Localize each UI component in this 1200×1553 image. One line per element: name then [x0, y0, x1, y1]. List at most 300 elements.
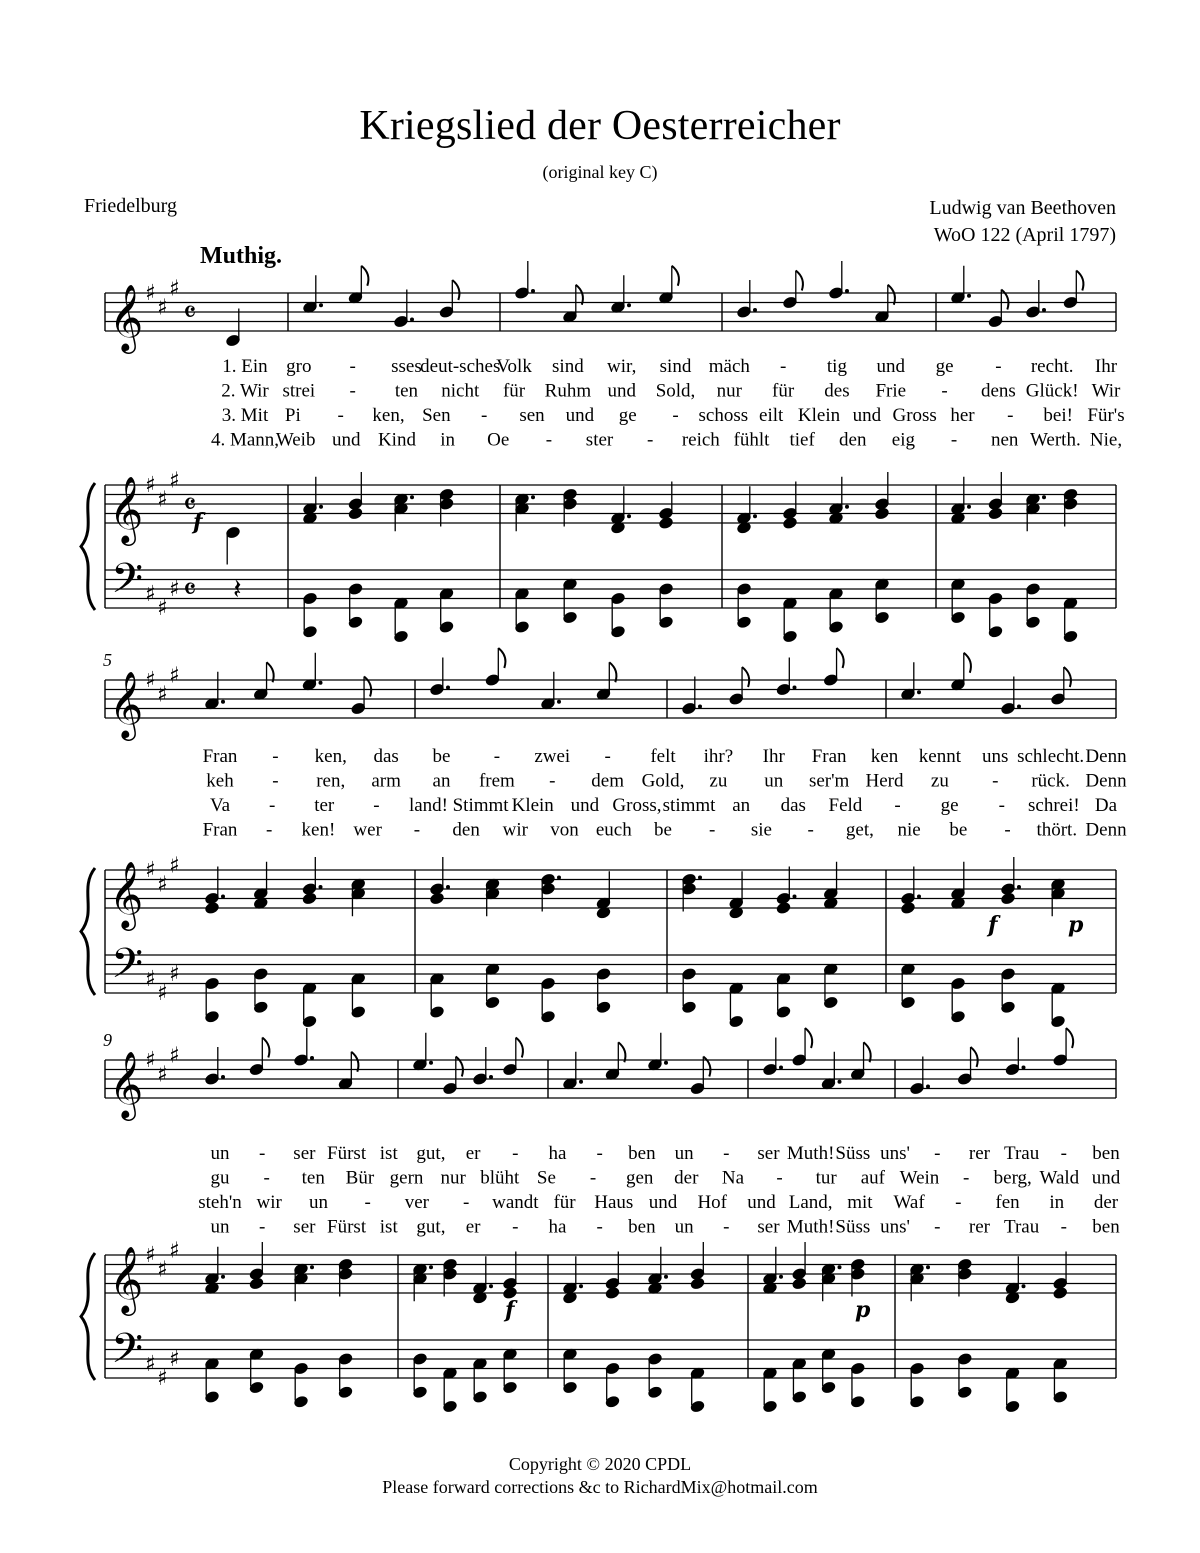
lyric-syllable: land!: [408, 795, 448, 816]
lyric-syllable: Frie: [875, 380, 907, 402]
lyric-syllable: -: [1060, 1143, 1067, 1164]
lyric-syllable: und: [852, 405, 882, 426]
augmentation-dot: [310, 1056, 314, 1060]
lyric-syllable: -: [723, 1216, 730, 1238]
lyric-syllable: Haus: [594, 1192, 634, 1213]
lyric-syllable: strei: [282, 380, 316, 402]
treble-clef: 𝄞: [109, 670, 144, 738]
lyric-syllable: uns': [880, 1216, 910, 1238]
lyric-syllable: -: [1004, 819, 1011, 841]
lyric-syllable: in: [1049, 1192, 1065, 1213]
lyric-syllable: -: [647, 429, 654, 451]
lyric-syllable: sses: [391, 356, 422, 377]
lyric-syllable: berg,: [993, 1167, 1032, 1189]
augmentation-dot: [319, 681, 323, 685]
lyric-syllable: ist: [379, 1216, 398, 1238]
note-flag: [498, 648, 505, 668]
augmentation-dot: [917, 895, 921, 899]
lyric-syllable: zwei: [534, 746, 571, 767]
copyright-line: Copyright © 2020 CPDL: [508, 1454, 692, 1474]
lyric-syllable: fühlt: [733, 429, 770, 451]
lyric-syllable: ge: [618, 405, 637, 426]
lyric-syllable: Klein: [797, 405, 841, 426]
lyric-syllable: -: [941, 380, 948, 402]
lyric-syllable: ben: [628, 1143, 656, 1164]
lyric-syllable: ist: [379, 1143, 398, 1164]
lyric-syllable: ten: [394, 380, 419, 402]
lyric-syllable: un: [674, 1143, 694, 1164]
quarter-rest: 𝄽: [233, 572, 242, 606]
notehead: [782, 516, 797, 529]
notehead: [988, 507, 1003, 520]
lyric-syllable: felt: [650, 746, 676, 767]
lyric-syllable: -: [364, 1192, 371, 1213]
augmentation-dot: [845, 289, 849, 293]
lyric-syllable: -: [672, 405, 679, 426]
lyric-syllable: -: [481, 405, 488, 426]
lyric-syllable: Oe: [487, 429, 510, 451]
augmentation-dot: [221, 895, 225, 899]
lyric-syllable: un: [308, 1192, 328, 1213]
note-flag: [1076, 271, 1083, 291]
lyric-syllable: Herd: [865, 770, 904, 792]
notehead: [249, 1277, 264, 1290]
lyric-syllable: -: [349, 356, 356, 377]
augmentation-dot: [1017, 705, 1021, 709]
lyric-syllable: Fran: [811, 746, 847, 767]
lyric-syllable: Va: [209, 795, 231, 816]
sharp-sign: ♯: [145, 1243, 156, 1268]
notehead: [776, 901, 791, 914]
page-title: Kriegslied der Oesterreicher: [359, 103, 841, 149]
lyric-syllable: für: [553, 1192, 576, 1213]
lyric-syllable: und: [565, 405, 595, 426]
lyric-syllable: fen: [995, 1192, 1020, 1213]
sharp-sign: ♯: [169, 468, 180, 494]
lyric-syllable: Ihr: [1094, 356, 1118, 377]
page-footer: [0, 1453, 1200, 1499]
augmentation-dot: [753, 308, 757, 312]
augmentation-dot: [310, 1265, 314, 1269]
lyric-syllable: wer: [353, 819, 382, 841]
lyric-syllable: -: [545, 429, 553, 451]
sharp-sign: ♯: [169, 962, 180, 987]
lyric-syllable: 4. Mann,: [210, 429, 280, 451]
lyric-syllable: Süss: [835, 1216, 871, 1238]
lyric-syllable: an: [432, 770, 451, 792]
sharp-sign: ♯: [145, 473, 156, 498]
measure-number-9: 9: [103, 1030, 112, 1050]
lyric-syllable: Trau: [1004, 1216, 1040, 1238]
lyric-syllable: ser: [293, 1143, 316, 1164]
notehead: [204, 901, 219, 914]
augmentation-dot: [531, 495, 535, 499]
lyric-syllable: Pi: [284, 405, 301, 426]
lyric-syllable: stimmt: [662, 795, 716, 816]
lyric-syllable: euch: [595, 819, 632, 841]
lyric-syllable: 2. Wir: [221, 380, 269, 402]
treble-clef: 𝄞: [109, 1245, 144, 1313]
note-flag: [864, 1042, 871, 1062]
lyric-syllable: -: [998, 795, 1005, 816]
note-flag: [576, 285, 583, 305]
common-time: 𝄴: [183, 295, 197, 331]
lyric-syllable: ren,: [316, 770, 346, 792]
lyric-syllable: be: [432, 746, 451, 767]
lyric-syllable: nicht: [441, 380, 480, 402]
lyric-syllable: von: [550, 819, 579, 841]
bass-clef: 𝄢: [111, 939, 144, 998]
lyric-syllable: -: [1060, 1216, 1067, 1238]
lyric-syllable: eilt: [759, 405, 784, 426]
measure-number-5: 5: [103, 650, 112, 670]
piano-bass-staff: [105, 570, 1116, 608]
augmentation-dot: [429, 1061, 433, 1065]
note-flag: [609, 662, 616, 682]
lyric-syllable: wir,: [607, 356, 637, 377]
lyric-syllable: Sold,: [655, 380, 696, 402]
treble-clef: 𝄞: [109, 475, 144, 543]
lyric-syllable: ken,: [372, 405, 405, 426]
lyric-syllable: zu: [930, 770, 949, 792]
augmentation-dot: [410, 318, 414, 322]
lyric-syllable: tig: [826, 356, 847, 377]
augmentation-dot: [221, 700, 225, 704]
common-time: 𝄴: [183, 572, 197, 608]
augmentation-dot: [967, 505, 971, 509]
lyric-syllable: -: [349, 380, 356, 402]
augmentation-dot: [838, 1080, 842, 1084]
augmentation-dot: [926, 1265, 930, 1269]
dynamic-marking: f: [193, 509, 203, 535]
lyric-syllable: gen: [625, 1167, 654, 1189]
lyric-syllable: ge: [940, 795, 959, 816]
lyric-syllable: sie: [750, 819, 772, 841]
lyric-syllable: Kind: [377, 429, 416, 451]
note-flag: [1064, 667, 1071, 687]
lyric-syllable: sind: [659, 356, 692, 377]
lyric-syllable: Klein: [511, 795, 554, 816]
augmentation-dot: [319, 303, 323, 307]
note-flag: [742, 667, 749, 687]
piano-brace: [81, 1253, 95, 1380]
note-flag: [1066, 1028, 1073, 1048]
treble-clef: 𝄞: [109, 283, 144, 351]
lyric-syllable: Wir: [1091, 380, 1121, 402]
sharp-sign: ♯: [145, 858, 156, 883]
lyric-syllable: -: [807, 819, 814, 841]
piano-brace: [81, 868, 95, 995]
lyric-syllable: ben: [1092, 1216, 1120, 1238]
lyric-syllable: Volk: [496, 356, 532, 377]
lyric-syllable: Werth.: [1030, 429, 1081, 451]
augmentation-dot: [627, 303, 631, 307]
lyric-syllable: nie: [897, 819, 921, 841]
lyric-syllable: -: [776, 1167, 783, 1189]
augmentation-dot: [489, 1284, 493, 1288]
lyric-syllable: -: [268, 795, 276, 816]
lyric-syllable: und: [332, 429, 361, 451]
augmentation-dot: [1042, 495, 1046, 499]
note-flag: [971, 1047, 978, 1067]
lyric-syllable: ser: [757, 1216, 780, 1238]
notehead: [302, 892, 317, 905]
lyric-syllable: -: [596, 1143, 603, 1164]
dynamic-marking: f: [505, 1296, 515, 1323]
note-flag: [452, 280, 459, 300]
sharp-sign: ♯: [169, 1043, 180, 1069]
lyric-syllable: Ruhm: [544, 380, 592, 402]
note-flag: [618, 1042, 625, 1062]
lyric-syllable: -: [266, 819, 273, 841]
treble-clef: 𝄞: [109, 860, 144, 928]
lyric-syllable: ser: [293, 1216, 316, 1238]
augmentation-dot: [845, 505, 849, 509]
lyric-syllable: ken!: [301, 819, 336, 841]
lyric-syllable: ken: [870, 746, 899, 767]
sharp-sign: ♯: [157, 1257, 168, 1283]
augmentation-dot: [1022, 1066, 1026, 1070]
lyric-syllable: Für's: [1087, 405, 1125, 426]
lyric-syllable: Muth!: [786, 1143, 835, 1164]
lyric-syllable: Se: [536, 1167, 556, 1189]
sharp-sign: ♯: [169, 276, 180, 302]
lyric-syllable: für: [502, 380, 526, 402]
augmentation-dot: [446, 686, 450, 690]
lyric-syllable: der: [1093, 1192, 1119, 1213]
augmentation-dot: [557, 700, 561, 704]
augmentation-dot: [1017, 885, 1021, 889]
lyric-syllable: reich: [681, 429, 720, 451]
corrections-line: Please forward corrections &c to RichardMix@hotmail.com: [382, 1477, 818, 1497]
lyric-syllable: Fürst: [327, 1143, 367, 1164]
lyric-syllable: Bür: [345, 1167, 375, 1189]
lyric-syllable: und: [1091, 1167, 1121, 1189]
augmentation-dot: [779, 1066, 783, 1070]
note-flag: [888, 285, 895, 305]
augmentation-dot: [698, 705, 702, 709]
lyric-syllable: er: [465, 1143, 481, 1164]
lyric-syllable: 1. Ein: [222, 356, 268, 377]
lyric-syllable: dem: [591, 770, 624, 792]
note-flag: [361, 266, 368, 286]
note-flag: [351, 1052, 358, 1072]
lyric-syllable: ser'm: [808, 770, 850, 792]
augmentation-dot: [664, 1275, 668, 1279]
sharp-sign: ♯: [157, 682, 168, 708]
lyric-syllable: -: [934, 1216, 941, 1238]
lyric-syllable: in: [440, 429, 455, 451]
lyric-syllable: sen: [519, 405, 545, 426]
sharp-sign: ♯: [157, 1366, 168, 1391]
lyric-syllable: Trau: [1004, 1143, 1040, 1164]
lyric-syllable: blüht: [480, 1167, 520, 1189]
lyric-syllable: steh'n: [198, 1192, 242, 1213]
augmentation-dot: [557, 876, 561, 880]
sharp-sign: ♯: [145, 281, 156, 306]
lyric-syllable: -: [413, 819, 421, 841]
lyric-syllable: uns': [880, 1143, 910, 1164]
augmentation-dot: [579, 1080, 583, 1084]
lyric-syllable: ver: [404, 1192, 430, 1213]
lyric-syllable: Denn: [1085, 819, 1127, 841]
note-flag: [267, 662, 274, 682]
sharp-sign: ♯: [169, 663, 180, 689]
notehead: [900, 901, 915, 914]
lyric-syllable: -: [604, 746, 611, 767]
lyric-syllable: uns: [982, 746, 1009, 767]
lyric-syllable: den: [839, 429, 867, 451]
lyric-syllable: Gross,: [612, 795, 662, 816]
dynamic-marking: p: [855, 1296, 871, 1323]
lyric-syllable: -: [934, 1143, 941, 1164]
lyric-syllable: Hof: [697, 1192, 728, 1213]
lyric-syllable: -: [709, 819, 716, 841]
common-time: 𝄴: [183, 487, 197, 523]
lyric-syllable: -: [272, 770, 279, 792]
bass-clef: 𝄢: [111, 554, 144, 613]
lyric-syllable: ben: [1092, 1143, 1120, 1164]
lyric-syllable: un: [764, 770, 784, 792]
augmentation-dot: [793, 895, 797, 899]
lyric-syllable: ge: [935, 356, 954, 377]
lyric-syllable: Muth!: [786, 1216, 835, 1238]
note-flag: [262, 1038, 269, 1058]
lyric-syllable: mäch: [708, 356, 750, 377]
augmentation-dot: [446, 885, 450, 889]
dynamic-marking: f: [988, 911, 998, 938]
lyric-syllable: -: [462, 1192, 470, 1213]
augmentation-dot: [531, 289, 535, 293]
lyric-syllable: kennt: [918, 746, 961, 767]
lyric-syllable: tur: [815, 1167, 837, 1189]
augmentation-dot: [410, 495, 414, 499]
lyric-syllable: den: [452, 819, 480, 841]
lyric-syllable: -: [259, 1143, 266, 1164]
lyric-syllable: gro: [286, 356, 312, 377]
lyric-syllable: rück.: [1031, 770, 1070, 792]
lyric-syllable: recht.: [1030, 356, 1074, 377]
lyric-syllable: tief: [789, 429, 815, 451]
lyric-syllable: und: [876, 356, 905, 377]
page-subtitle: (original key C): [542, 162, 658, 182]
lyric-syllable: arm: [371, 770, 401, 792]
lyric-syllable: Waf: [893, 1192, 925, 1213]
sharp-sign: ♯: [145, 1048, 156, 1073]
lyric-syllable: -: [723, 1143, 730, 1164]
lyric-syllable: ha: [548, 1216, 567, 1238]
lyric-syllable: ten: [301, 1167, 325, 1189]
composer-name: Ludwig van Beethoven: [929, 197, 1116, 219]
lyric-syllable: ser: [757, 1143, 780, 1164]
sharp-sign: ♯: [145, 668, 156, 693]
lyric-syllable: er: [465, 1216, 481, 1238]
lyric-syllable: Da: [1094, 795, 1118, 816]
lyric-syllable: auf: [860, 1167, 885, 1189]
notehead: [1053, 1286, 1068, 1299]
lyric-syllable: nur: [440, 1167, 466, 1189]
lyric-syllable: be: [654, 819, 672, 841]
lyric-syllable: Weib: [275, 429, 316, 451]
notehead: [605, 1286, 620, 1299]
lyric-syllable: Land,: [788, 1192, 833, 1213]
lyric-syllable: gut,: [416, 1143, 446, 1164]
lyric-syllable: gut,: [416, 1216, 446, 1238]
lyric-syllable: Denn: [1085, 770, 1127, 792]
lyric-syllable: zu: [709, 770, 728, 792]
lyric-syllable: der: [674, 1167, 699, 1189]
lyric-syllable: -: [950, 429, 958, 451]
notehead: [658, 516, 673, 529]
augmentation-dot: [753, 514, 757, 518]
sharp-sign: ♯: [157, 487, 168, 513]
lyric-syllable: -: [995, 356, 1002, 377]
augmentation-dot: [838, 1265, 842, 1269]
sharp-sign: ♯: [169, 577, 180, 602]
lyric-syllable: ihr?: [703, 746, 734, 767]
augmentation-dot: [429, 1265, 433, 1269]
lyric-syllable: Ihr: [762, 746, 785, 767]
augmentation-dot: [1022, 1284, 1026, 1288]
lyric-syllable: Sen: [422, 405, 451, 426]
lyric-syllable: keh: [206, 770, 234, 792]
lyric-syllable: -: [1007, 405, 1014, 426]
lyric-syllable: Nie,: [1089, 429, 1123, 451]
bass-clef: 𝄢: [111, 1324, 144, 1383]
lyric-syllable: Fran: [202, 819, 238, 841]
lyric-syllable: Denn: [1085, 746, 1127, 767]
lyric-syllable: -: [337, 405, 344, 426]
lyric-syllable: -: [549, 770, 556, 792]
augmentation-dot: [967, 294, 971, 298]
catalog-number: WoO 122 (April 1797): [933, 224, 1116, 246]
lyric-syllable: gu: [210, 1167, 230, 1189]
treble-clef: 𝄞: [109, 1050, 144, 1118]
note-flag: [837, 648, 844, 668]
lyric-syllable: Na: [721, 1167, 745, 1189]
lyric-syllable: Glück!: [1025, 380, 1079, 402]
lyric-syllable: -: [272, 746, 279, 767]
lyric-syllable: des: [824, 380, 850, 402]
lyric-syllable: un: [210, 1216, 230, 1238]
augmentation-dot: [319, 885, 323, 889]
lyric-syllable: schrei!: [1028, 795, 1080, 816]
lyric-syllable: und: [607, 380, 636, 402]
augmentation-dot: [779, 1275, 783, 1279]
lyric-syllable: schoss: [698, 405, 749, 426]
notehead: [348, 507, 363, 520]
lyric-syllable: un: [210, 1143, 230, 1164]
lyric-syllable: -: [596, 1216, 603, 1238]
piano-brace: [81, 483, 95, 610]
augmentation-dot: [627, 514, 631, 518]
note-flag: [516, 1038, 523, 1058]
lyric-syllable: deut-sches: [420, 356, 501, 377]
note-flag: [672, 266, 679, 286]
lyric-syllable: ben: [628, 1216, 656, 1238]
lyric-syllable: ster: [585, 429, 614, 451]
note-flag: [805, 1028, 812, 1048]
sharp-sign: ♯: [169, 1347, 180, 1372]
lyric-syllable: Feld: [828, 795, 863, 816]
lyric-syllable: -: [955, 1192, 962, 1213]
lyric-syllable: -: [512, 1216, 519, 1238]
lyric-syllable: das: [373, 746, 399, 767]
sharp-sign: ♯: [157, 981, 168, 1006]
lyric-syllable: -: [779, 356, 787, 377]
augmentation-dot: [221, 1075, 225, 1079]
poet-credit: Friedelburg: [84, 195, 177, 217]
